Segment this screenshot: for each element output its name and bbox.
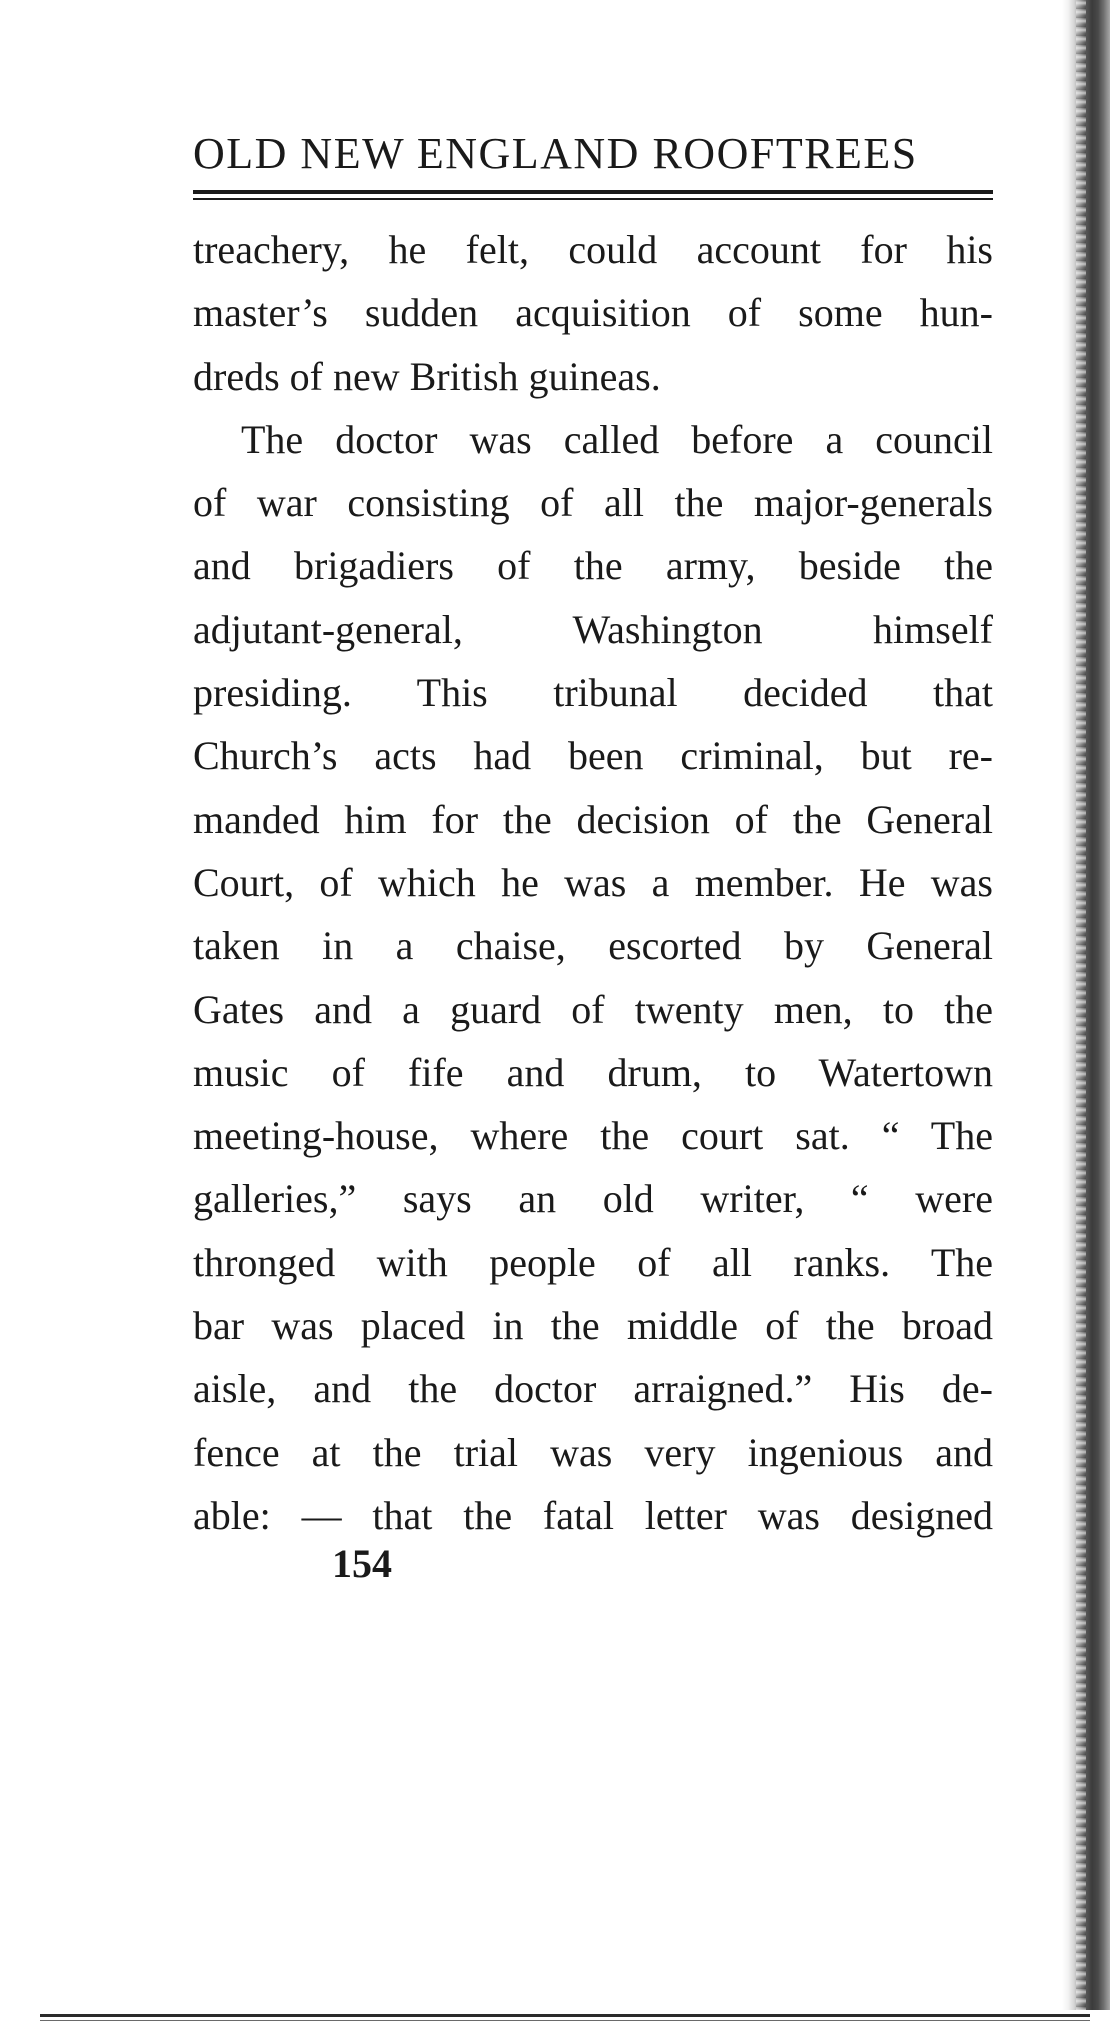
- text-line: able: — that the fatal letter was designed: [193, 1492, 993, 1538]
- running-head: OLD NEW ENGLAND ROOFTREES: [193, 129, 918, 178]
- text-line: adjutant-general, Washington himself: [193, 606, 993, 652]
- text-line: The doctor was called before a council: [241, 416, 993, 462]
- text-line: and brigadiers of the army, beside the: [193, 543, 993, 589]
- text-line: aisle, and the doctor arraigned.” His de-: [193, 1366, 993, 1412]
- scanned-bottom-edge: [40, 2014, 1090, 2017]
- text-line: Church’s acts had been criminal, but re-: [193, 733, 993, 779]
- text-line: treachery, he felt, could account for his: [193, 227, 993, 272]
- text-line: of war consisting of all the major-generals: [193, 480, 993, 526]
- text-line: galleries,” says an old writer, “ were: [193, 1176, 993, 1222]
- text-line: thronged with people of all ranks. The: [193, 1239, 993, 1285]
- text-line: bar was placed in the middle of the broad: [193, 1303, 993, 1349]
- text-line: master’s sudden acquisition of some hun-: [193, 290, 993, 336]
- page-number: 154: [332, 1541, 392, 1586]
- text-line: taken in a chaise, escorted by General: [193, 923, 993, 969]
- text-line: dreds of new British guineas.: [193, 353, 661, 399]
- text-line: Gates and a guard of twenty men, to the: [193, 986, 993, 1032]
- scanned-page-edge: [1062, 0, 1110, 2010]
- body-text: [193, 218, 993, 1547]
- text-line: fence at the trial was very ingenious and: [193, 1429, 993, 1475]
- header-double-rule: [193, 190, 993, 194]
- text-line: presiding. This tribunal decided that: [193, 670, 993, 716]
- text-line: Court, of which he was a member. He was: [193, 859, 993, 905]
- text-line: meeting-house, where the court sat. “ The: [193, 1113, 993, 1159]
- text-line: music of fife and drum, to Watertown: [193, 1049, 993, 1095]
- text-line: manded him for the decision of the General: [193, 796, 993, 842]
